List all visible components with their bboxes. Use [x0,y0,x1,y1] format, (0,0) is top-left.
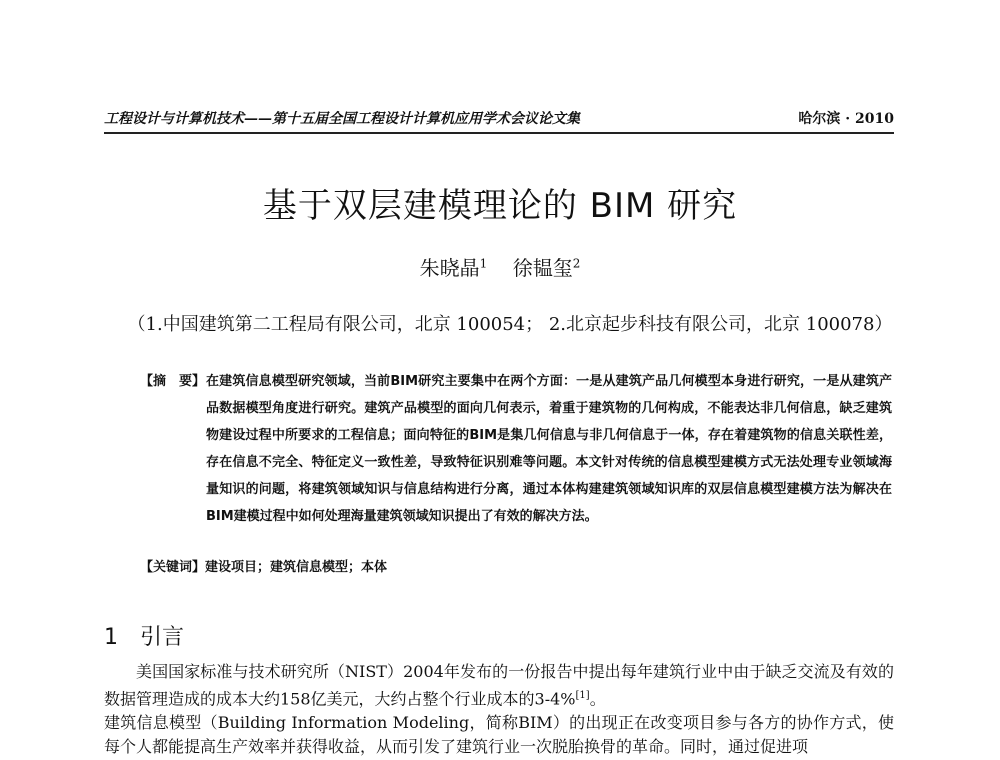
abstract [140,368,892,530]
citation-ref[interactable]: [1] [575,690,590,701]
paper-title: 基于双层建模理论的 BIM 研究 [262,186,738,226]
abstract-label: 【摘 要】 [140,374,206,389]
paragraph-1 [104,660,894,711]
keywords-text: 建设项目；建筑信息模型；本体 [205,560,388,575]
author-2: 徐韫玺 [512,256,573,280]
running-header [104,108,894,134]
body-text [104,660,894,759]
header-location-year: 哈尔滨 · 2010 [798,111,894,127]
abstract-text: 在建筑信息模型研究领域，当前BIM研究主要集中在两个方面：一是从建筑产品几何模型本身进行研究，一是从建筑产品数据模型角度进行研究。建筑产品模型的面向几何表示，着重于建筑物的几何构成，不能表达非几何信息，缺乏建筑物建设过程中所要求的工程信息；面向特征的BIM是集几何信息与非几何信息于一体，存在着建筑物的信息关联性差，存在信息不完全、特征定义一致性差，导致特征识别难等问题。本文针对传统的信息模型建模方式无法处理专业领域海量知识的问题，将建筑领域知识与信息结构进行分离，通过本体构建建筑领域知识库的双层信息模型建模方法为解决在BIM建模过程中如何处理海量建筑领域知识提出了有效的解决方法。 [206,374,892,524]
affiliations: （1.中国建筑第二工程局有限公司，北京 100054； 2.北京起步科技有限公司，北京 100078） [127,314,893,335]
author-2-affil-mark: 2 [572,256,581,271]
header-proceedings-title: 工程设计与计算机技术——第十五届全国工程设计计算机应用学术会议论文集 [104,111,580,127]
keywords-label: 【关键词】 [140,560,206,575]
paragraph-1-text: 美国国家标准与技术研究所（NIST）2004年发布的一份报告中提出每年建筑行业中由于缺乏交流及有效的数据管理造成的成本大约158亿美元，大约占整个行业成本的3-4% [104,662,894,709]
keywords [140,556,892,575]
section-number: 1 [104,625,118,650]
paragraph-2: 建筑信息模型（Building Information Modeling，简称BIM）的出现正在改变项目参与各方的协作方式，使每个人都能提高生产效率并获得收益，从而引发了建筑行业一次脱胎换骨的革命。同时，通过促进项 [104,713,894,757]
section-title: 引言 [140,625,185,650]
author-1: 朱晓晶 [419,256,480,280]
author-1-affil-mark: 1 [479,256,488,271]
paragraph-1-end: 。 [589,689,606,709]
author-list [0,252,1000,281]
section-heading [104,620,184,651]
